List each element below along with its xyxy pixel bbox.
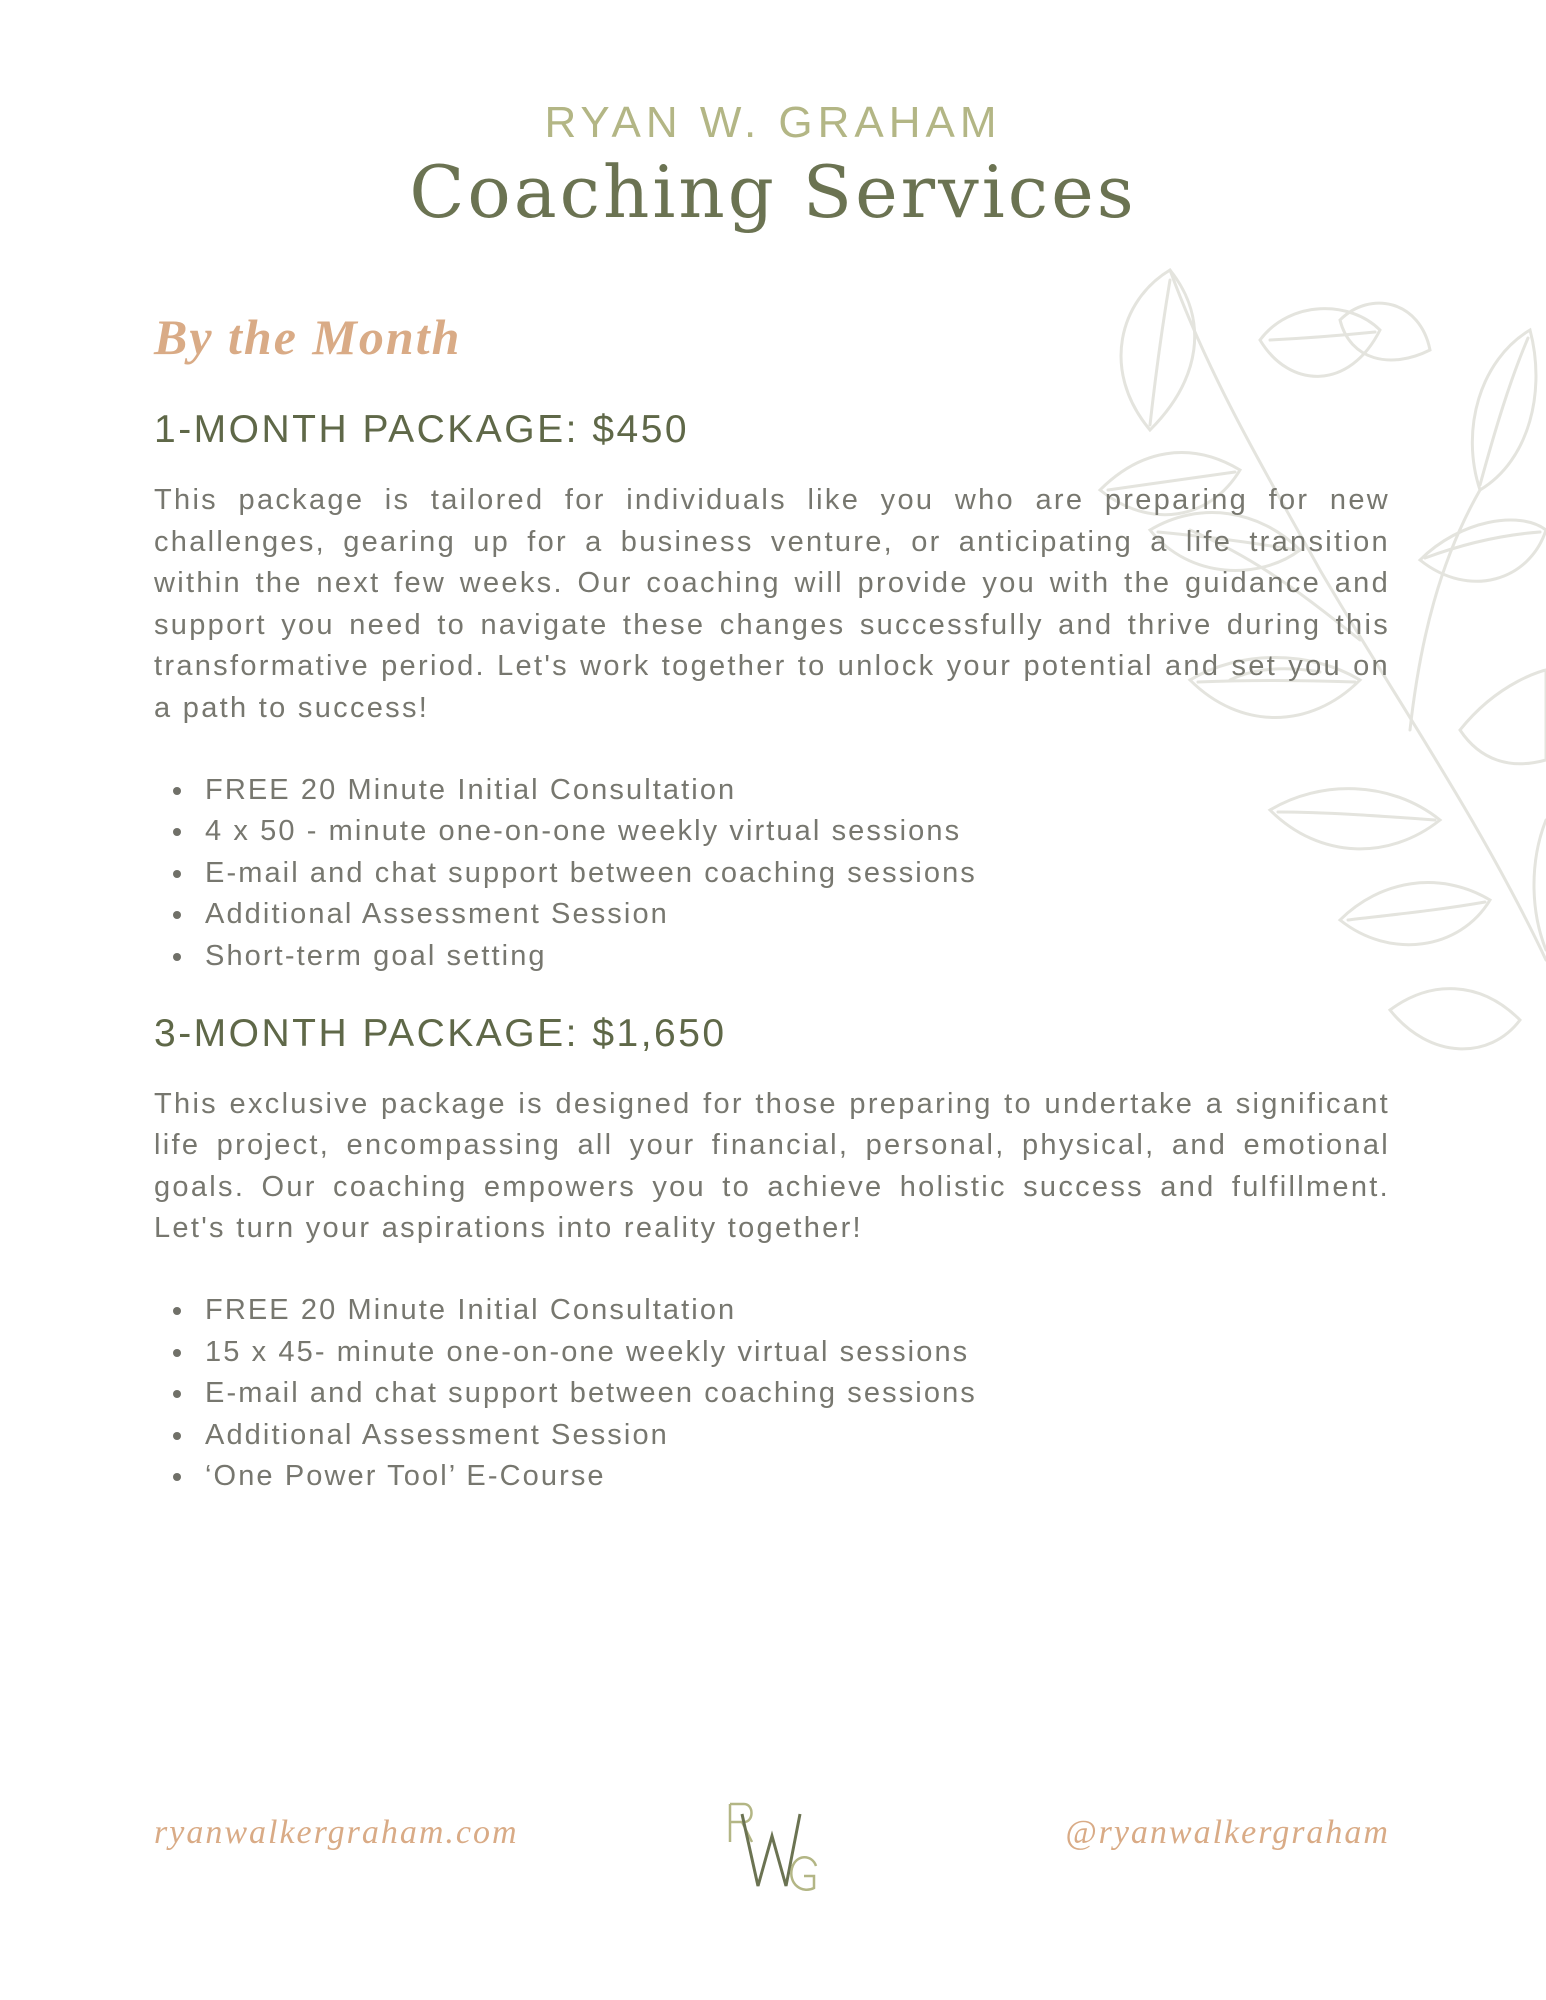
feature-text: Additional Assessment Session — [205, 898, 669, 931]
package-2 — [154, 1006, 1390, 1498]
bullet-icon — [173, 1349, 181, 1357]
page-title: Coaching Services — [409, 150, 1137, 234]
main-content — [154, 300, 1390, 1498]
feature-text: 4 x 50 - minute one-on-one weekly virtual sessions — [205, 815, 962, 848]
list-item — [154, 894, 1390, 936]
package-1 — [154, 402, 1390, 978]
package-description: This package is tailored for individuals like you who are preparing for new challenges, gearing up for a business venture, or anticipating a life transition within the next few weeks. Our coaching will provide you with the guidance and support you need to navigate these changes successfully and thrive during this transformative period. Let's work together to unlock your potential and set you on a path to success! — [154, 484, 1390, 724]
social-handle-link[interactable]: @ryanwalkergraham — [1065, 1814, 1390, 1851]
feature-text: E-mail and chat support between coaching sessions — [205, 856, 977, 889]
bullet-icon — [173, 1307, 181, 1315]
feature-text: ‘One Power Tool’ E-Course — [205, 1460, 606, 1493]
rwg-monogram-icon — [720, 1796, 820, 1896]
list-item — [154, 936, 1390, 978]
feature-text: E-mail and chat support between coaching sessions — [205, 1377, 977, 1410]
list-item — [154, 770, 1390, 812]
list-item — [154, 853, 1390, 895]
feature-text: FREE 20 Minute Initial Consultation — [205, 773, 737, 806]
feature-text: Short-term goal setting — [205, 939, 547, 972]
feature-list — [154, 770, 1390, 978]
feature-text: Additional Assessment Session — [205, 1418, 669, 1451]
section-heading: By the Month — [154, 309, 462, 365]
list-item — [154, 811, 1390, 853]
bullet-icon — [173, 828, 181, 836]
bullet-icon — [173, 953, 181, 961]
package-title: 1-MONTH PACKAGE: $450 — [154, 408, 690, 451]
list-item — [154, 1290, 1390, 1332]
list-item — [154, 1332, 1390, 1374]
list-item — [154, 1373, 1390, 1415]
bullet-icon — [173, 870, 181, 878]
package-description: This exclusive package is designed for those preparing to undertake a significant life project, encompassing all your financial, personal, physical, and emotional goals. Our coaching empowers you to achieve holistic success and fulfillment. Let's turn your aspirations into reality together! — [154, 1087, 1390, 1245]
brand-name: RYAN W. GRAHAM — [544, 98, 1002, 147]
bullet-icon — [173, 787, 181, 795]
bullet-icon — [173, 1432, 181, 1440]
website-link[interactable]: ryanwalkergraham.com — [154, 1814, 519, 1851]
bullet-icon — [173, 911, 181, 919]
package-title: 3-MONTH PACKAGE: $1,650 — [154, 1011, 727, 1055]
list-item — [154, 1415, 1390, 1457]
list-item — [154, 1456, 1390, 1498]
feature-list — [154, 1290, 1390, 1498]
feature-text: 15 x 45- minute one-on-one weekly virtual sessions — [205, 1335, 970, 1368]
bullet-icon — [173, 1473, 181, 1481]
feature-text: FREE 20 Minute Initial Consultation — [205, 1293, 737, 1326]
bullet-icon — [173, 1390, 181, 1398]
